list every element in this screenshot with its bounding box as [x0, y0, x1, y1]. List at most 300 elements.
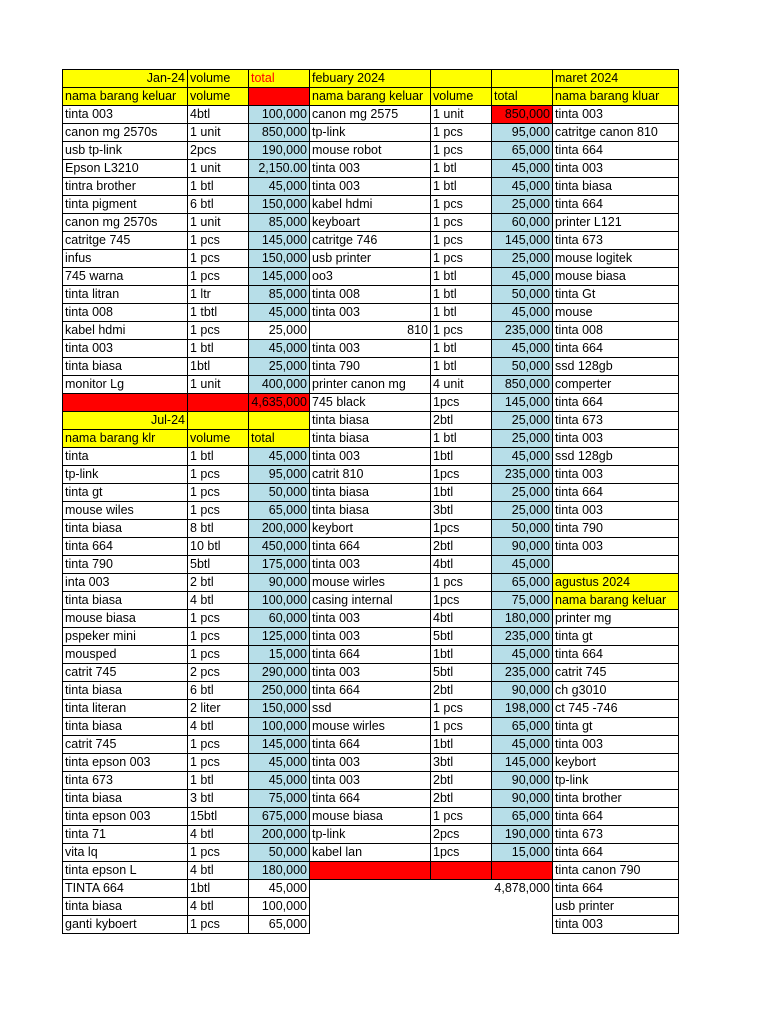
table-cell[interactable]: Jul-24 — [63, 412, 188, 430]
table-cell[interactable]: tinta biasa — [63, 592, 188, 610]
table-cell[interactable]: mouse logitek — [553, 250, 679, 268]
table-cell[interactable]: mouse wirles — [310, 574, 431, 592]
table-cell[interactable]: tinta 664 — [310, 646, 431, 664]
table-cell[interactable]: 45,000 — [492, 304, 553, 322]
table-cell[interactable]: 1 pcs — [188, 736, 249, 754]
table-cell[interactable]: 85,000 — [249, 214, 310, 232]
table-cell[interactable]: tinta pigment — [63, 196, 188, 214]
table-cell[interactable]: 175,000 — [249, 556, 310, 574]
table-cell[interactable]: kabel hdmi — [310, 196, 431, 214]
table-cell[interactable]: infus — [63, 250, 188, 268]
table-cell[interactable]: tinta biasa — [63, 790, 188, 808]
table-cell[interactable]: tinta Gt — [553, 286, 679, 304]
table-cell[interactable]: monitor Lg — [63, 376, 188, 394]
table-cell[interactable]: kabel hdmi — [63, 322, 188, 340]
table-cell[interactable]: 1 btl — [431, 304, 492, 322]
table-cell[interactable]: usb printer — [310, 250, 431, 268]
table-cell[interactable]: tinta biasa — [63, 898, 188, 916]
table-cell[interactable]: tinta epson 003 — [63, 754, 188, 772]
table-cell[interactable]: 4 btl — [188, 862, 249, 880]
table-cell[interactable]: pspeker mini — [63, 628, 188, 646]
table-cell[interactable]: 50,000 — [492, 358, 553, 376]
table-cell[interactable]: 198,000 — [492, 700, 553, 718]
table-cell[interactable]: casing internal — [310, 592, 431, 610]
table-cell[interactable]: tinta 790 — [553, 520, 679, 538]
table-cell[interactable]: TINTA 664 — [63, 880, 188, 898]
table-cell[interactable]: tinta 003 — [310, 178, 431, 196]
table-cell[interactable]: tp-link — [310, 124, 431, 142]
table-cell[interactable]: vita lq — [63, 844, 188, 862]
table-cell[interactable]: 745 warna — [63, 268, 188, 286]
table-cell[interactable] — [63, 394, 188, 412]
table-cell[interactable]: 45,000 — [249, 772, 310, 790]
table-cell[interactable]: 65,000 — [492, 808, 553, 826]
table-cell[interactable]: mousped — [63, 646, 188, 664]
table-cell[interactable]: printer L121 — [553, 214, 679, 232]
table-cell[interactable]: 5btl — [431, 664, 492, 682]
table-cell[interactable]: 50,000 — [249, 844, 310, 862]
table-cell[interactable]: 1 btl — [188, 448, 249, 466]
table-cell[interactable]: 400,000 — [249, 376, 310, 394]
table-cell[interactable]: agustus 2024 — [553, 574, 679, 592]
table-cell[interactable]: 2pcs — [431, 826, 492, 844]
table-cell[interactable]: 4 btl — [188, 718, 249, 736]
table-cell[interactable]: 1 pcs — [431, 124, 492, 142]
table-cell[interactable]: 200,000 — [249, 520, 310, 538]
table-cell[interactable]: tinta brother — [553, 790, 679, 808]
table-cell[interactable]: tinta 003 — [310, 448, 431, 466]
table-cell[interactable]: tinta biasa — [63, 520, 188, 538]
table-cell[interactable]: tinta 664 — [310, 682, 431, 700]
table-cell[interactable]: oo3 — [310, 268, 431, 286]
table-cell[interactable]: 145,000 — [249, 736, 310, 754]
table-cell[interactable]: tinta 008 — [553, 322, 679, 340]
table-cell[interactable]: tinta 008 — [310, 286, 431, 304]
table-cell[interactable]: tinta biasa — [310, 484, 431, 502]
table-cell[interactable]: 15,000 — [249, 646, 310, 664]
table-cell[interactable]: tinta 664 — [553, 844, 679, 862]
table-cell[interactable]: 2 btl — [188, 574, 249, 592]
table-cell[interactable]: 2btl — [431, 538, 492, 556]
table-cell[interactable]: 25,000 — [249, 358, 310, 376]
table-cell[interactable]: 1btl — [431, 484, 492, 502]
table-cell[interactable]: 235,000 — [492, 664, 553, 682]
table-cell[interactable]: keybort — [310, 520, 431, 538]
table-cell[interactable]: 5btl — [431, 628, 492, 646]
table-cell[interactable]: maret 2024 — [553, 70, 679, 88]
table-cell[interactable]: tinta — [63, 448, 188, 466]
table-cell[interactable]: 75,000 — [249, 790, 310, 808]
table-cell[interactable]: total — [492, 88, 553, 106]
table-cell[interactable]: kabel lan — [310, 844, 431, 862]
table-cell[interactable]: 1 pcs — [188, 322, 249, 340]
table-cell[interactable]: 1btl — [431, 736, 492, 754]
table-cell[interactable]: 1 pcs — [431, 196, 492, 214]
table-cell[interactable]: tinta 673 — [553, 232, 679, 250]
table-cell[interactable]: ssd 128gb — [553, 358, 679, 376]
table-cell[interactable]: canon mg 2575 — [310, 106, 431, 124]
table-cell[interactable]: 45,000 — [249, 340, 310, 358]
table-cell[interactable]: 45,000 — [249, 304, 310, 322]
table-cell[interactable]: mouse biasa — [553, 268, 679, 286]
table-cell[interactable]: 65,000 — [492, 142, 553, 160]
table-cell[interactable]: 180,000 — [492, 610, 553, 628]
table-cell[interactable]: 4 btl — [188, 898, 249, 916]
table-cell[interactable]: 25,000 — [492, 196, 553, 214]
table-cell[interactable]: 1 pcs — [188, 610, 249, 628]
table-cell[interactable]: 2pcs — [188, 142, 249, 160]
table-cell[interactable]: 4btl — [188, 106, 249, 124]
table-cell[interactable]: tinta 003 — [63, 340, 188, 358]
table-cell[interactable]: 1 pcs — [188, 232, 249, 250]
table-cell[interactable]: 25,000 — [492, 412, 553, 430]
table-cell[interactable]: usb tp-link — [63, 142, 188, 160]
table-cell[interactable]: 1 pcs — [188, 466, 249, 484]
table-cell[interactable]: 6 btl — [188, 196, 249, 214]
table-cell[interactable]: 1 btl — [431, 358, 492, 376]
table-cell[interactable]: 145,000 — [249, 268, 310, 286]
table-cell[interactable]: 1 btl — [431, 430, 492, 448]
table-cell[interactable]: 1 unit — [188, 214, 249, 232]
table-cell[interactable]: tinta 003 — [310, 556, 431, 574]
table-cell[interactable]: tp-link — [553, 772, 679, 790]
table-cell[interactable]: 145,000 — [492, 754, 553, 772]
table-cell[interactable]: 1btl — [188, 358, 249, 376]
table-cell[interactable]: 1 ltr — [188, 286, 249, 304]
table-cell[interactable]: nama barang keluar — [63, 88, 188, 106]
table-cell[interactable]: 1 btl — [431, 286, 492, 304]
table-cell[interactable] — [431, 70, 492, 88]
table-cell[interactable]: tinta 664 — [553, 880, 679, 898]
table-cell[interactable]: 1 pcs — [188, 502, 249, 520]
table-cell[interactable]: mouse robot — [310, 142, 431, 160]
table-cell[interactable]: tinta 003 — [310, 754, 431, 772]
table-cell[interactable]: 1 btl — [431, 340, 492, 358]
table-cell[interactable]: 25,000 — [492, 484, 553, 502]
table-cell[interactable]: 145,000 — [492, 232, 553, 250]
table-cell[interactable]: tinta biasa — [310, 502, 431, 520]
table-cell[interactable]: 1 unit — [188, 376, 249, 394]
table-cell[interactable]: 145,000 — [492, 394, 553, 412]
table-cell[interactable]: febuary 2024 — [310, 70, 431, 88]
table-cell[interactable]: 1 pcs — [188, 268, 249, 286]
table-cell[interactable]: 1 pcs — [431, 808, 492, 826]
table-cell[interactable]: 1 unit — [188, 160, 249, 178]
table-cell[interactable]: 2,150.00 — [249, 160, 310, 178]
table-cell[interactable]: 90,000 — [492, 790, 553, 808]
table-cell[interactable]: tinta litran — [63, 286, 188, 304]
table-cell[interactable]: tinta 664 — [310, 790, 431, 808]
table-cell[interactable]: 1btl — [431, 448, 492, 466]
table-cell[interactable]: tinta biasa — [63, 718, 188, 736]
table-cell[interactable]: nama barang kluar — [553, 88, 679, 106]
table-cell[interactable]: ct 745 -746 — [553, 700, 679, 718]
table-cell[interactable]: 25,000 — [249, 322, 310, 340]
table-cell[interactable]: 4 unit — [431, 376, 492, 394]
table-cell[interactable]: 250,000 — [249, 682, 310, 700]
table-cell[interactable]: tinta 003 — [553, 160, 679, 178]
table-cell[interactable]: usb printer — [553, 898, 679, 916]
table-cell[interactable]: 1 pcs — [188, 628, 249, 646]
table-cell[interactable] — [249, 88, 310, 106]
table-cell[interactable]: tinta 790 — [310, 358, 431, 376]
table-cell[interactable] — [310, 916, 431, 934]
table-cell[interactable]: 100,000 — [249, 106, 310, 124]
table-cell[interactable]: catrit 745 — [63, 736, 188, 754]
table-cell[interactable]: Jan-24 — [63, 70, 188, 88]
table-cell[interactable]: 1pcs — [431, 520, 492, 538]
table-cell[interactable]: catritge canon 810 — [553, 124, 679, 142]
table-cell[interactable]: tintra brother — [63, 178, 188, 196]
table-cell[interactable]: total — [249, 70, 310, 88]
table-cell[interactable]: 1 pcs — [188, 484, 249, 502]
table-cell[interactable]: 45,000 — [492, 268, 553, 286]
table-cell[interactable]: 60,000 — [492, 214, 553, 232]
table-cell[interactable]: catrit 745 — [553, 664, 679, 682]
table-cell[interactable]: 150,000 — [249, 700, 310, 718]
table-cell[interactable]: 4btl — [431, 556, 492, 574]
table-cell[interactable]: tinta 003 — [310, 610, 431, 628]
table-cell[interactable]: 200,000 — [249, 826, 310, 844]
table-cell[interactable]: 8 btl — [188, 520, 249, 538]
table-cell[interactable]: ganti kyboert — [63, 916, 188, 934]
table-cell[interactable]: tinta 003 — [553, 466, 679, 484]
table-cell[interactable]: tinta 664 — [553, 340, 679, 358]
table-cell[interactable]: mouse — [553, 304, 679, 322]
table-cell[interactable]: tinta 003 — [553, 538, 679, 556]
table-cell[interactable]: canon mg 2570s — [63, 124, 188, 142]
table-cell[interactable]: tp-link — [63, 466, 188, 484]
table-cell[interactable]: 2btl — [431, 772, 492, 790]
table-cell[interactable]: 90,000 — [249, 574, 310, 592]
table-cell[interactable]: 45,000 — [492, 448, 553, 466]
table-cell[interactable]: catrit 810 — [310, 466, 431, 484]
table-cell[interactable]: 3 btl — [188, 790, 249, 808]
table-cell[interactable]: 450,000 — [249, 538, 310, 556]
table-cell[interactable]: 1 pcs — [188, 646, 249, 664]
table-cell[interactable]: tinta epson L — [63, 862, 188, 880]
table-cell[interactable] — [188, 412, 249, 430]
table-cell[interactable]: 95,000 — [492, 124, 553, 142]
table-cell[interactable]: 25,000 — [492, 430, 553, 448]
table-cell[interactable]: tinta biasa — [310, 430, 431, 448]
table-cell[interactable]: 1 btl — [188, 340, 249, 358]
table-cell[interactable]: tinta 003 — [310, 160, 431, 178]
table-cell[interactable]: tinta 664 — [553, 394, 679, 412]
table-cell[interactable]: mouse wiles — [63, 502, 188, 520]
table-cell[interactable]: volume — [188, 430, 249, 448]
table-cell[interactable]: tinta biasa — [553, 178, 679, 196]
table-cell[interactable]: tp-link — [310, 826, 431, 844]
table-cell[interactable]: 145,000 — [249, 232, 310, 250]
table-cell[interactable]: nama barang keluar — [553, 592, 679, 610]
table-cell[interactable] — [492, 898, 553, 916]
table-cell[interactable]: 25,000 — [492, 250, 553, 268]
table-cell[interactable]: 2 pcs — [188, 664, 249, 682]
table-cell[interactable]: tinta 008 — [63, 304, 188, 322]
table-cell[interactable]: tinta gt — [553, 718, 679, 736]
table-cell[interactable]: 50,000 — [492, 286, 553, 304]
table-cell[interactable]: 45,000 — [492, 160, 553, 178]
table-cell[interactable]: 4,635,000 — [249, 394, 310, 412]
table-cell[interactable]: tinta 003 — [310, 628, 431, 646]
table-cell[interactable]: 1btl — [188, 880, 249, 898]
table-cell[interactable]: 45,000 — [249, 178, 310, 196]
table-cell[interactable]: canon mg 2570s — [63, 214, 188, 232]
table-cell[interactable]: 15btl — [188, 808, 249, 826]
table-cell[interactable]: 85,000 — [249, 286, 310, 304]
table-cell[interactable]: tinta biasa — [310, 412, 431, 430]
table-cell[interactable]: 10 btl — [188, 538, 249, 556]
table-cell[interactable]: 850,000 — [249, 124, 310, 142]
table-cell[interactable]: 1 pcs — [188, 844, 249, 862]
table-cell[interactable]: 235,000 — [492, 628, 553, 646]
table-cell[interactable]: 150,000 — [249, 196, 310, 214]
table-cell[interactable]: 1 tbtl — [188, 304, 249, 322]
table-cell[interactable]: tinta 003 — [310, 664, 431, 682]
table-cell[interactable]: 180,000 — [249, 862, 310, 880]
table-cell[interactable]: 90,000 — [492, 772, 553, 790]
table-cell[interactable]: tinta 003 — [553, 916, 679, 934]
table-cell[interactable]: 1 btl — [431, 178, 492, 196]
table-cell[interactable]: keyboart — [310, 214, 431, 232]
table-cell[interactable]: 1 pcs — [431, 700, 492, 718]
table-cell[interactable]: 1 pcs — [431, 214, 492, 232]
table-cell[interactable]: printer canon mg — [310, 376, 431, 394]
table-cell[interactable]: tinta 003 — [310, 340, 431, 358]
table-cell[interactable]: 850,000 — [492, 376, 553, 394]
table-cell[interactable]: tinta 673 — [553, 826, 679, 844]
table-cell[interactable] — [492, 862, 553, 880]
table-cell[interactable]: 1pcs — [431, 844, 492, 862]
table-cell[interactable] — [249, 412, 310, 430]
table-cell[interactable]: nama barang klr — [63, 430, 188, 448]
table-cell[interactable]: tinta gt — [553, 628, 679, 646]
table-cell[interactable]: tinta 003 — [553, 502, 679, 520]
table-cell[interactable]: 1 pcs — [188, 754, 249, 772]
table-cell[interactable]: 4btl — [431, 610, 492, 628]
table-cell[interactable]: 1 pcs — [431, 142, 492, 160]
table-cell[interactable]: 190,000 — [249, 142, 310, 160]
table-cell[interactable]: 4 btl — [188, 592, 249, 610]
table-cell[interactable]: catritge 745 — [63, 232, 188, 250]
table-cell[interactable]: mouse biasa — [63, 610, 188, 628]
table-cell[interactable]: tinta 664 — [553, 142, 679, 160]
table-cell[interactable]: 1 pcs — [431, 718, 492, 736]
table-cell[interactable]: 4,878,000 — [494, 881, 550, 896]
table-cell[interactable]: 2 liter — [188, 700, 249, 718]
table-cell[interactable]: ch g3010 — [553, 682, 679, 700]
table-cell[interactable]: 45,000 — [492, 736, 553, 754]
table-cell[interactable]: 1 btl — [188, 178, 249, 196]
table-cell[interactable]: catrit 745 — [63, 664, 188, 682]
table-cell[interactable]: 15,000 — [492, 844, 553, 862]
table-cell[interactable]: 675,000 — [249, 808, 310, 826]
table-cell[interactable]: tinta biasa — [63, 682, 188, 700]
table-cell[interactable]: 65,000 — [249, 916, 310, 934]
table-cell[interactable]: tinta gt — [63, 484, 188, 502]
table-cell[interactable]: 235,000 — [492, 322, 553, 340]
table-cell[interactable] — [492, 916, 553, 934]
table-cell[interactable]: tinta literan — [63, 700, 188, 718]
table-cell[interactable]: tinta 003 — [553, 736, 679, 754]
table-cell[interactable]: printer mg — [553, 610, 679, 628]
table-cell[interactable]: tinta 664 — [310, 538, 431, 556]
table-cell[interactable]: 125,000 — [249, 628, 310, 646]
table-cell[interactable]: mouse wirles — [310, 718, 431, 736]
table-cell[interactable]: tinta 664 — [553, 196, 679, 214]
table-cell[interactable]: tinta 664 — [553, 484, 679, 502]
table-cell[interactable]: 65,000 — [492, 574, 553, 592]
table-cell[interactable]: tinta 664 — [63, 538, 188, 556]
table-cell[interactable]: tinta 790 — [63, 556, 188, 574]
table-cell[interactable]: inta 003 — [63, 574, 188, 592]
table-cell[interactable]: ssd — [310, 700, 431, 718]
table-cell[interactable]: 75,000 — [492, 592, 553, 610]
table-cell[interactable]: tinta epson 003 — [63, 808, 188, 826]
table-cell[interactable]: 1btl — [431, 646, 492, 664]
table-cell[interactable]: tinta 003 — [310, 304, 431, 322]
table-cell[interactable]: 95,000 — [249, 466, 310, 484]
table-cell[interactable]: nama barang keluar — [310, 88, 431, 106]
table-cell[interactable]: 4 btl — [188, 826, 249, 844]
table-cell[interactable]: 1 pcs — [431, 250, 492, 268]
table-cell[interactable]: 235,000 — [492, 466, 553, 484]
table-cell[interactable]: 1pcs — [431, 592, 492, 610]
table-cell[interactable]: 45,000 — [492, 646, 553, 664]
table-cell[interactable]: 190,000 — [492, 826, 553, 844]
table-cell[interactable]: tinta canon 790 — [553, 862, 679, 880]
table-cell[interactable] — [310, 862, 431, 880]
table-cell[interactable]: 1pcs — [431, 466, 492, 484]
table-cell[interactable]: 45,000 — [492, 556, 553, 574]
table-cell[interactable]: 745 black — [310, 394, 431, 412]
table-cell[interactable]: tinta 003 — [553, 430, 679, 448]
table-cell[interactable]: 90,000 — [492, 682, 553, 700]
table-cell[interactable] — [553, 556, 679, 574]
table-cell[interactable] — [431, 916, 492, 934]
table-cell[interactable]: tinta 003 — [63, 106, 188, 124]
table-cell[interactable]: 45,000 — [249, 880, 310, 898]
table-cell[interactable]: 50,000 — [492, 520, 553, 538]
table-cell[interactable] — [310, 898, 431, 916]
table-cell[interactable]: 3btl — [431, 502, 492, 520]
table-cell[interactable]: 290,000 — [249, 664, 310, 682]
table-cell[interactable]: 45,000 — [249, 754, 310, 772]
table-cell[interactable]: 45,000 — [492, 340, 553, 358]
table-cell[interactable]: 45,000 — [492, 178, 553, 196]
table-cell[interactable]: ssd 128gb — [553, 448, 679, 466]
table-cell[interactable]: 90,000 — [492, 538, 553, 556]
table-cell[interactable]: 50,000 — [249, 484, 310, 502]
table-cell[interactable]: 150,000 — [249, 250, 310, 268]
table-cell[interactable]: Epson L3210 — [63, 160, 188, 178]
table-cell[interactable]: tinta 003 — [553, 106, 679, 124]
table-cell[interactable]: tinta biasa — [63, 358, 188, 376]
table-cell[interactable]: 2btl — [431, 412, 492, 430]
table-cell[interactable]: 5btl — [188, 556, 249, 574]
table-cell[interactable]: 45,000 — [249, 448, 310, 466]
table-cell[interactable]: tinta 71 — [63, 826, 188, 844]
table-cell[interactable]: 1pcs — [431, 394, 492, 412]
table-cell[interactable]: 100,000 — [249, 718, 310, 736]
table-cell[interactable]: tinta 664 — [553, 646, 679, 664]
table-cell[interactable]: 65,000 — [492, 718, 553, 736]
table-cell[interactable]: volume — [188, 70, 249, 88]
table-cell[interactable] — [431, 898, 492, 916]
table-cell[interactable]: 100,000 — [249, 592, 310, 610]
table-cell[interactable]: 65,000 — [249, 502, 310, 520]
